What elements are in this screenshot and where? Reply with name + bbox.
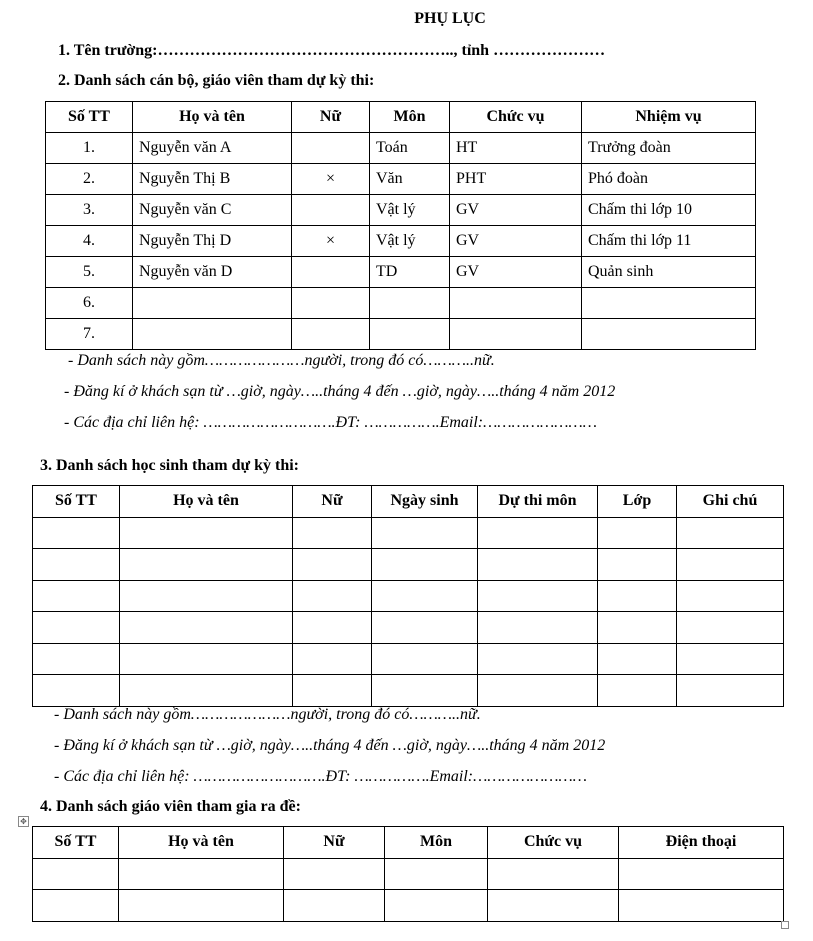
table-row [33, 675, 784, 707]
column-header: Chức vụ [488, 827, 619, 859]
table-cell[interactable]: GV [450, 226, 582, 257]
table-cell[interactable] [598, 580, 677, 612]
table-cell[interactable] [284, 890, 385, 922]
column-header: Họ và tên [120, 486, 293, 518]
student-note-hotel: - Đăng kí ở khách sạn từ …giờ, ngày…..tháng 4 đến …giờ, ngày…..tháng 4 năm 2012 [54, 737, 606, 754]
section4-heading: 4. Danh sách giáo viên tham gia ra đề: [40, 798, 301, 815]
table-cell[interactable]: Vật lý [370, 195, 450, 226]
table-cell[interactable] [293, 612, 372, 644]
table-cell[interactable] [33, 890, 119, 922]
table-cell[interactable] [133, 288, 292, 319]
table-cell[interactable] [120, 612, 293, 644]
table-cell[interactable] [488, 858, 619, 890]
table-cell[interactable] [293, 643, 372, 675]
column-header: Môn [385, 827, 488, 859]
table-cell[interactable] [120, 643, 293, 675]
student-table [32, 485, 784, 707]
table-cell[interactable]: 4. [46, 226, 133, 257]
student-note-contact: - Các địa chỉ liên hệ: ……………………….ĐT: …………….Email:…………………… [54, 768, 587, 785]
table-cell[interactable] [119, 858, 284, 890]
table-cell[interactable] [478, 580, 598, 612]
table-cell[interactable] [598, 643, 677, 675]
staff-note-hotel: - Đăng kí ở khách sạn từ …giờ, ngày…..tháng 4 đến …giờ, ngày…..tháng 4 năm 2012 [64, 383, 616, 400]
table-cell[interactable] [33, 580, 120, 612]
table-cell[interactable] [677, 549, 784, 581]
column-header: Nữ [293, 486, 372, 518]
staff-note-count: - Danh sách này gồm…………………người, trong đó có………..nữ. [68, 352, 495, 369]
table-cell[interactable] [119, 890, 284, 922]
table-cell[interactable] [478, 517, 598, 549]
table-cell[interactable] [370, 319, 450, 350]
column-header: Họ và tên [119, 827, 284, 859]
table-cell[interactable] [284, 858, 385, 890]
section2-heading: 2. Danh sách cán bộ, giáo viên tham dự kỳ thi: [58, 72, 375, 89]
table-cell[interactable] [598, 675, 677, 707]
table-cell[interactable] [478, 643, 598, 675]
table-cell[interactable] [120, 549, 293, 581]
table-cell[interactable] [598, 612, 677, 644]
table-cell[interactable] [372, 549, 478, 581]
table-cell[interactable] [385, 890, 488, 922]
table-move-handle-icon[interactable]: ✥ [18, 816, 29, 827]
table-cell[interactable] [33, 643, 120, 675]
table-cell[interactable] [372, 517, 478, 549]
page-title: PHỤ LỤC [414, 10, 486, 27]
table-header-row [46, 102, 756, 133]
table-cell[interactable]: GV [450, 257, 582, 288]
table-cell[interactable] [120, 580, 293, 612]
table-row [46, 288, 756, 319]
table-cell[interactable] [450, 288, 582, 319]
table-cell[interactable] [120, 675, 293, 707]
column-header: Số TT [33, 486, 120, 518]
column-header: Nhiệm vụ [582, 102, 756, 133]
table-cell[interactable]: Chấm thi lớp 11 [582, 226, 756, 257]
staff-note-contact: - Các địa chỉ liên hệ: ……………………….ĐT: …………….Email:…………………… [64, 414, 597, 431]
table-cell[interactable]: × [292, 226, 370, 257]
table-cell[interactable]: Trưởng đoàn [582, 133, 756, 164]
table-cell[interactable]: Nguyễn Thị D [133, 226, 292, 257]
table-cell[interactable] [293, 549, 372, 581]
table-cell[interactable] [292, 319, 370, 350]
table-row [46, 257, 756, 288]
table-cell[interactable] [120, 517, 293, 549]
table-row [33, 643, 784, 675]
student-note-count: - Danh sách này gồm…………………người, trong đó có………..nữ. [54, 706, 481, 723]
table-cell[interactable] [372, 675, 478, 707]
table-cell[interactable]: Văn [370, 164, 450, 195]
table-cell[interactable]: Nguyễn văn C [133, 195, 292, 226]
table-row [46, 319, 756, 350]
column-header: Họ và tên [133, 102, 292, 133]
table-cell[interactable] [372, 580, 478, 612]
table-cell[interactable]: Chấm thi lớp 10 [582, 195, 756, 226]
table-cell[interactable]: TD [370, 257, 450, 288]
table-cell[interactable]: Toán [370, 133, 450, 164]
table-cell[interactable] [598, 549, 677, 581]
column-header: Số TT [33, 827, 119, 859]
column-header: Ghi chú [677, 486, 784, 518]
table-cell[interactable] [33, 675, 120, 707]
table-row [33, 549, 784, 581]
table-cell[interactable] [598, 517, 677, 549]
table-cell[interactable] [292, 257, 370, 288]
table-row [46, 195, 756, 226]
table-row [46, 133, 756, 164]
table-cell[interactable] [33, 858, 119, 890]
table-cell[interactable] [372, 643, 478, 675]
table-cell[interactable]: GV [450, 195, 582, 226]
table-cell[interactable] [478, 549, 598, 581]
table-cell[interactable] [582, 288, 756, 319]
table-cell[interactable] [619, 890, 784, 922]
table-cell[interactable] [33, 517, 120, 549]
table-cell[interactable] [33, 549, 120, 581]
table-cell[interactable]: PHT [450, 164, 582, 195]
table-cell[interactable] [677, 643, 784, 675]
table-cell[interactable] [619, 858, 784, 890]
column-header: Lớp [598, 486, 677, 518]
table-cell[interactable] [677, 612, 784, 644]
column-header: Dự thi môn [478, 486, 598, 518]
table-cell[interactable] [293, 580, 372, 612]
table-cell[interactable]: Nguyễn văn D [133, 257, 292, 288]
column-header: Nữ [284, 827, 385, 859]
table-cell[interactable]: 6. [46, 288, 133, 319]
table-cell[interactable] [478, 612, 598, 644]
table-row [33, 517, 784, 549]
table-cell[interactable]: HT [450, 133, 582, 164]
column-header: Số TT [46, 102, 133, 133]
table-cell[interactable]: Quản sinh [582, 257, 756, 288]
examiner-table [32, 826, 784, 922]
table-cell[interactable] [450, 319, 582, 350]
table-row [46, 164, 756, 195]
staff-table [45, 101, 756, 350]
section3-heading: 3. Danh sách học sinh tham dự kỳ thi: [40, 457, 299, 474]
table-cell[interactable] [292, 133, 370, 164]
table-cell[interactable] [292, 195, 370, 226]
table-cell[interactable] [370, 288, 450, 319]
column-header: Nữ [292, 102, 370, 133]
table-row [33, 580, 784, 612]
table-cell[interactable] [385, 858, 488, 890]
table-cell[interactable]: 1. [46, 133, 133, 164]
table-cell[interactable]: 7. [46, 319, 133, 350]
table-cell[interactable] [677, 675, 784, 707]
table-row [33, 612, 784, 644]
table-cell[interactable]: Phó đoàn [582, 164, 756, 195]
column-header: Môn [370, 102, 450, 133]
table-cell[interactable]: 5. [46, 257, 133, 288]
table-cell[interactable] [488, 890, 619, 922]
table-cell[interactable] [582, 319, 756, 350]
table-cell[interactable] [677, 517, 784, 549]
column-header: Ngày sinh [372, 486, 478, 518]
table-cell[interactable] [677, 580, 784, 612]
table-resize-handle[interactable] [781, 921, 789, 929]
table-header-row [33, 486, 784, 518]
table-cell[interactable]: Vật lý [370, 226, 450, 257]
table-cell[interactable]: 2. [46, 164, 133, 195]
table-row [46, 226, 756, 257]
table-cell[interactable] [293, 517, 372, 549]
table-row [33, 890, 784, 922]
table-cell[interactable] [372, 612, 478, 644]
column-header: Chức vụ [450, 102, 582, 133]
table-cell[interactable]: 3. [46, 195, 133, 226]
column-header: Điện thoại [619, 827, 784, 859]
table-cell[interactable] [292, 288, 370, 319]
table-cell[interactable]: Nguyễn văn A [133, 133, 292, 164]
table-cell[interactable] [293, 675, 372, 707]
table-header-row [33, 827, 784, 859]
table-cell[interactable] [33, 612, 120, 644]
table-cell[interactable]: × [292, 164, 370, 195]
table-cell[interactable] [478, 675, 598, 707]
table-cell[interactable]: Nguyễn Thị B [133, 164, 292, 195]
school-line: 1. Tên trường:……………………………………………….., tỉnh ………………… [58, 42, 606, 59]
table-cell[interactable] [133, 319, 292, 350]
table-row [33, 858, 784, 890]
